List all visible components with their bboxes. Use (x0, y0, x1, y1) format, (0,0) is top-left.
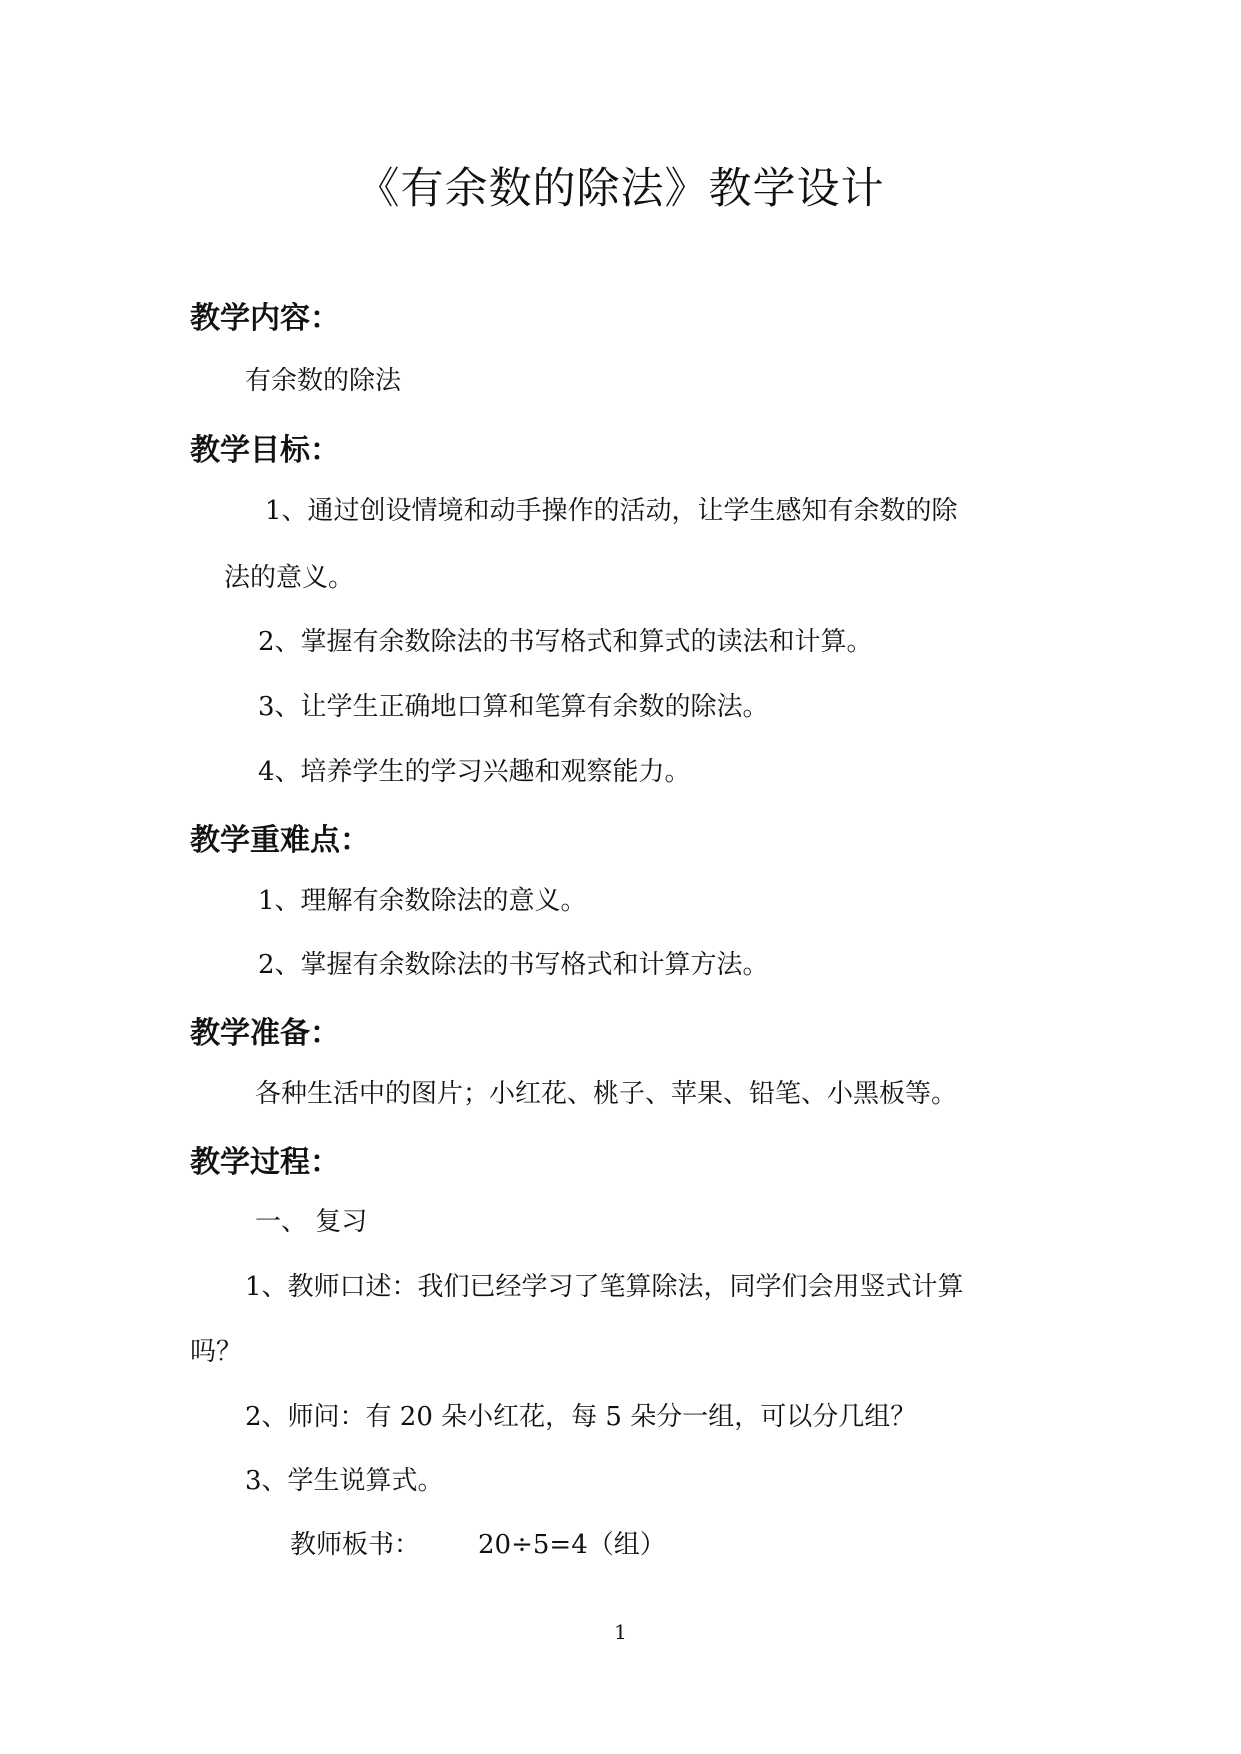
content-line: 有余数的除法 (245, 366, 402, 396)
section-heading-goals: 教学目标： (190, 433, 340, 468)
goal-item-1: 1、通过创设情境和动手操作的活动，让学生感知有余数的除 (265, 496, 958, 526)
process-line-3: 3、学生说算式。 (245, 1466, 444, 1496)
process-line-2: 2、师问：有 20 朵小红花，每 5 朵分一组，可以分几组？ (245, 1402, 917, 1432)
page-number: 1 (614, 1620, 627, 1644)
document-title: 《有余数的除法》教学设计 (356, 164, 885, 214)
preparation-line: 各种生活中的图片；小红花、桃子、苹果、铅笔、小黑板等。 (255, 1079, 958, 1109)
section-heading-preparation: 教学准备： (190, 1016, 340, 1051)
section-heading-process: 教学过程： (190, 1145, 340, 1180)
process-line-1-cont: 吗？ (190, 1337, 243, 1367)
section-heading-key-points: 教学重难点： (190, 823, 370, 858)
process-line-1: 1、教师口述：我们已经学习了笔算除法，同学们会用竖式计算 (245, 1272, 964, 1302)
board-label: 教师板书： (290, 1530, 421, 1560)
goal-item-4: 4、培养学生的学习兴趣和观察能力。 (258, 757, 691, 787)
process-step-review: 一、 复习 (255, 1207, 368, 1237)
board-formula: 20÷5=4（组） (478, 1530, 666, 1560)
goal-item-2: 2、掌握有余数除法的书写格式和算式的读法和计算。 (258, 627, 873, 657)
key-point-2: 2、掌握有余数除法的书写格式和计算方法。 (258, 950, 769, 980)
goal-item-3: 3、让学生正确地口算和笔算有余数的除法。 (258, 692, 769, 722)
section-heading-content: 教学内容： (190, 301, 340, 336)
key-point-1: 1、理解有余数除法的意义。 (258, 886, 587, 916)
goal-item-1-cont: 法的意义。 (224, 563, 355, 593)
